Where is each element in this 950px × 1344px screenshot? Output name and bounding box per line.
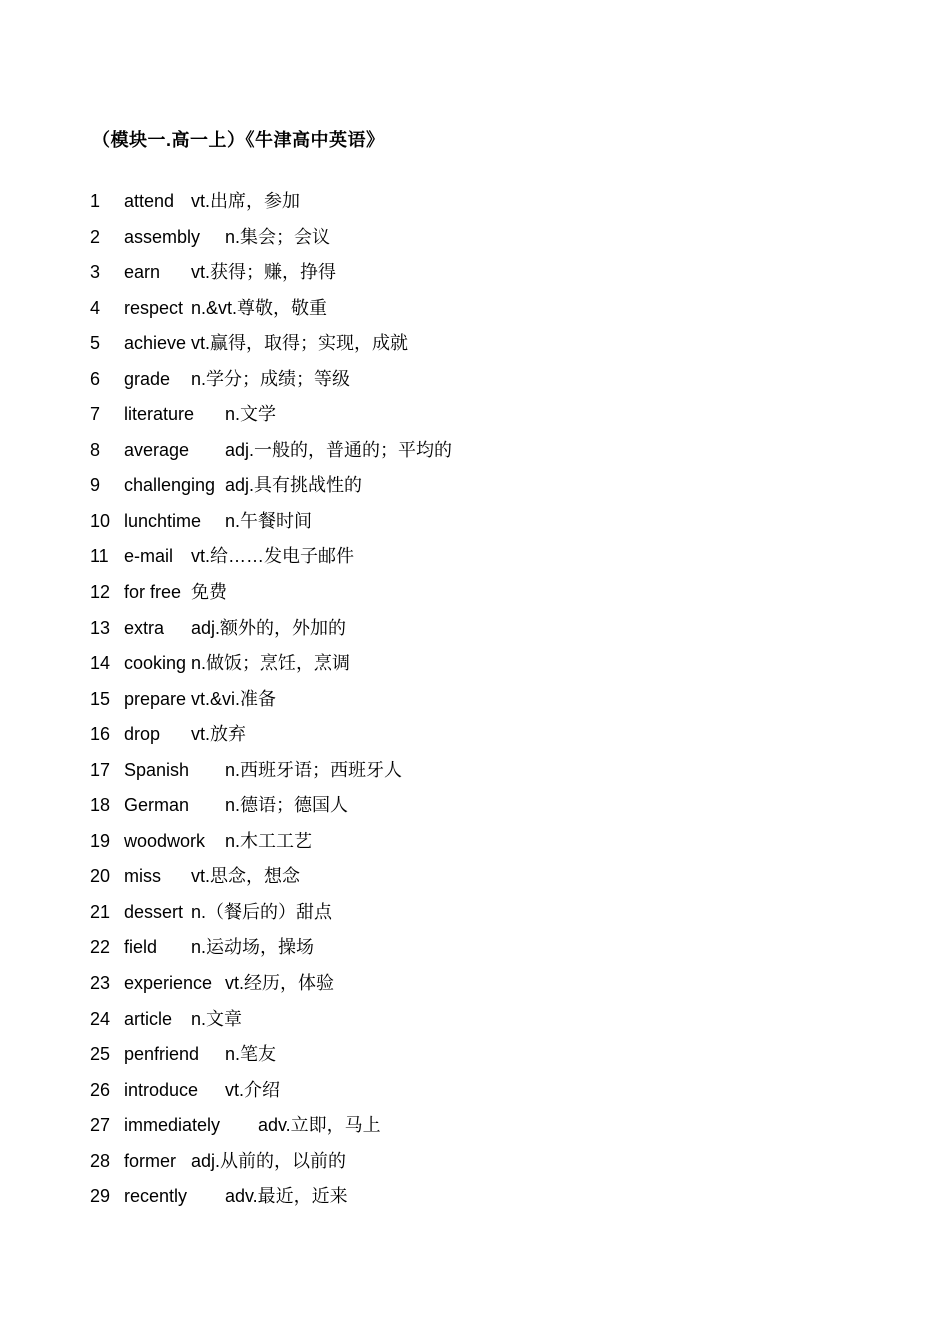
item-number: 10	[90, 510, 111, 531]
item-word: introduce	[124, 1079, 199, 1100]
item-number: 5	[90, 333, 101, 354]
item-definition: 免费	[191, 582, 227, 603]
item-number: 29	[90, 1186, 111, 1207]
item-definition: n.文学	[225, 404, 277, 425]
item-definition: vt.放弃	[191, 724, 247, 745]
item-definition: n.&vt.尊敬，敬重	[191, 297, 328, 318]
item-word: penfriend	[124, 1044, 200, 1065]
item-number: 26	[90, 1079, 111, 1100]
item-definition: vt.&vi.准备	[191, 688, 277, 709]
item-definition: adv.立即，马上	[258, 1115, 381, 1136]
item-word: respect	[124, 297, 184, 318]
item-word: former	[124, 1150, 177, 1171]
item-number: 11	[90, 546, 109, 567]
item-definition: n.学分；成绩；等级	[191, 368, 351, 389]
item-number: 1	[90, 191, 101, 211]
item-number: 21	[90, 901, 111, 922]
item-word: for free	[124, 582, 182, 603]
item-definition: n.集会；会议	[225, 226, 331, 247]
item-number: 22	[90, 937, 111, 958]
item-word: article	[124, 1008, 173, 1029]
item-definition: vt.经历，体验	[225, 973, 335, 994]
item-word: immediately	[124, 1115, 221, 1136]
item-word: challenging	[124, 475, 216, 496]
item-definition: vt.出席，参加	[191, 191, 301, 211]
item-number: 3	[90, 262, 101, 283]
page-title: （模块一.高一上）《牛津高中英语》	[92, 130, 385, 150]
item-word: Spanish	[124, 759, 190, 780]
item-number: 23	[90, 973, 111, 994]
item-definition: vt.赢得，取得；实现，成就	[191, 333, 409, 354]
item-definition: n.午餐时间	[225, 510, 313, 531]
item-definition: n.德语；德国人	[225, 795, 349, 816]
item-word: lunchtime	[124, 510, 202, 531]
item-number: 18	[90, 795, 111, 816]
item-word: literature	[124, 404, 195, 425]
item-word: drop	[124, 724, 161, 745]
item-definition: adj.具有挑战性的	[225, 475, 363, 496]
item-number: 24	[90, 1008, 111, 1029]
item-word: German	[124, 795, 190, 816]
item-number: 2	[90, 226, 101, 247]
item-word: earn	[124, 262, 161, 283]
item-definition: vt.获得；赚，挣得	[191, 262, 337, 283]
item-number: 17	[90, 759, 111, 780]
item-word: prepare	[124, 688, 187, 709]
item-number: 15	[90, 688, 111, 709]
item-word: cooking	[124, 653, 187, 674]
item-word: dessert	[124, 901, 184, 922]
item-word: recently	[124, 1186, 188, 1207]
item-word: achieve	[124, 333, 187, 354]
item-definition: n.笔友	[225, 1044, 277, 1065]
item-word: experience	[124, 973, 213, 994]
item-number: 9	[90, 475, 101, 496]
item-word: woodwork	[124, 830, 206, 851]
item-definition: n.西班牙语；西班牙人	[225, 759, 403, 780]
item-definition: n.（餐后的）甜点	[191, 901, 333, 922]
item-number: 27	[90, 1115, 111, 1136]
item-number: 20	[90, 866, 111, 887]
item-number: 8	[90, 439, 101, 460]
item-definition: adj.额外的，外加的	[191, 617, 347, 638]
item-definition: adj.一般的，普通的；平均的	[225, 439, 453, 460]
item-number: 28	[90, 1150, 111, 1171]
item-word: extra	[124, 617, 165, 638]
item-word: field	[124, 937, 158, 958]
item-definition: n.木工工艺	[225, 830, 313, 851]
item-number: 25	[90, 1044, 111, 1065]
item-number: 4	[90, 297, 101, 318]
item-number: 14	[90, 653, 111, 674]
item-number: 16	[90, 724, 111, 745]
item-definition: n.运动场，操场	[191, 937, 315, 958]
item-number: 19	[90, 830, 111, 851]
item-definition: vt.思念，想念	[191, 866, 301, 887]
item-word: average	[124, 439, 190, 460]
item-number: 7	[90, 404, 101, 425]
item-definition: adv.最近，近来	[225, 1186, 348, 1207]
item-definition: adj.从前的，以前的	[191, 1150, 347, 1171]
item-word: miss	[124, 866, 161, 887]
item-word: grade	[124, 368, 171, 389]
item-word: e-mail	[124, 546, 174, 567]
item-number: 12	[90, 582, 111, 603]
item-definition: n.文章	[191, 1008, 243, 1029]
item-definition: n.做饭；烹饪，烹调	[191, 653, 351, 674]
item-definition: vt.介绍	[225, 1079, 281, 1100]
item-number: 6	[90, 368, 101, 389]
item-word: attend	[124, 191, 175, 211]
item-word: assembly	[124, 226, 201, 247]
item-definition: vt.给……发电子邮件	[191, 546, 355, 567]
item-number: 13	[90, 617, 111, 638]
